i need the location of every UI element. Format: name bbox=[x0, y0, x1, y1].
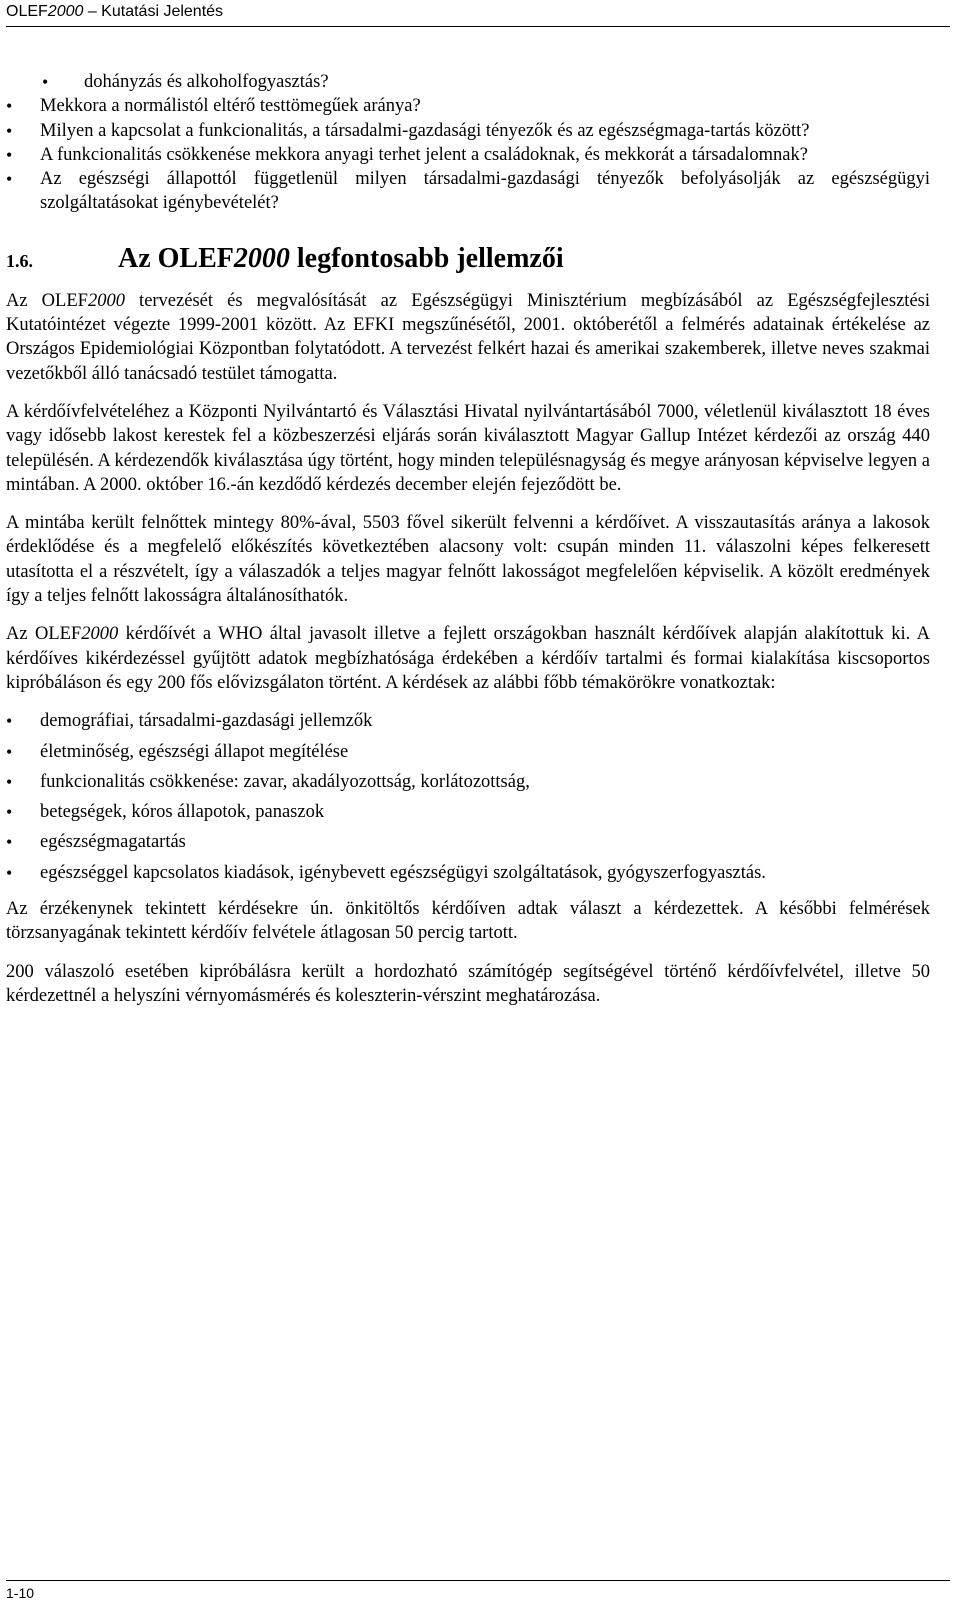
page-number: 1-10 bbox=[6, 1585, 35, 1601]
page-content bbox=[6, 70, 930, 1022]
paragraph-suffix: kérdőívét a WHO által javasolt illetve a fejlett országokban használt kérdőívek alapján alakítottuk ki. A kérdőíves kikérdezéssel gyűjtött adatok megbízhatósága érdekében a kérdőív tartalmi és formai kialakítása kiscsoportos kipróbáláson és egy 200 fős elővizsgálaton történt. A kérdések az alábbi főbb témakörökre vonatkoztak: bbox=[6, 624, 930, 693]
header-title-suffix: – Kutatási Jelentés bbox=[83, 3, 224, 20]
question-bullet-list bbox=[6, 70, 930, 216]
paragraph-response-rate: A mintába került felnőttek mintegy 80%-ával, 5503 fővel sikerült felvenni a kérdőívet. A visszautasítás aránya a lakosok érdeklődése és a megfelelő előkészítés következtében alacsony volt: csupán minden 11. válaszolni képes felkeresett utasította el a részvételt, így a válaszadók a teljes magyar felnőtt lakosságot megfelelően képviselik. A közölt eredmények így a teljes felnőtt lakosságra általánosíthatók. bbox=[6, 513, 930, 607]
list-item: • egészséggel kapcsolatos kiadások, igénybevett egészségügyi szolgáltatások, gyógyszerfogyasztás. bbox=[6, 861, 930, 885]
section-title-italic: 2000 bbox=[233, 242, 290, 274]
header-title-italic: 2000 bbox=[47, 3, 84, 20]
paragraph-sensitive-questions: Az érzékenynek tekintett kérdésekre ún. önkitöltős kérdőíven adtak választ a kérdezettek. A későbbi felmérések törzsanyagának tekintett kérdőív felvétele átlagosan 50 percig tartott. bbox=[6, 899, 930, 944]
section-title bbox=[118, 243, 564, 275]
paragraph-italic: 2000 bbox=[81, 624, 119, 645]
header-divider bbox=[6, 26, 950, 27]
header-title-prefix: OLEF bbox=[6, 3, 48, 20]
list-item: • A funkcionalitás csökkenése mekkora anyagi terhet jelent a családoknak, és mekkorát a társadalomnak? bbox=[6, 143, 930, 167]
paragraph-project-overview bbox=[6, 289, 930, 386]
section-title-prefix: Az OLEF bbox=[118, 242, 234, 274]
paragraph-prefix: Az OLEF bbox=[6, 624, 82, 645]
running-header bbox=[6, 2, 223, 22]
section-title-suffix: legfontosabb jellemzői bbox=[289, 242, 564, 274]
list-item: • dohányzás és alkoholfogyasztás? bbox=[6, 70, 930, 94]
paragraph-italic: 2000 bbox=[87, 290, 125, 311]
paragraph-questionnaire bbox=[6, 622, 930, 695]
list-item: • Milyen a kapcsolat a funkcionalitás, a társadalmi-gazdasági tényezők és az egészségmaga-tartás között? bbox=[6, 119, 930, 143]
list-item: • Mekkora a normálistól eltérő testtömegűek aránya? bbox=[6, 94, 930, 118]
list-item: • egészségmagatartás bbox=[6, 830, 930, 854]
section-number: 1.6. bbox=[6, 250, 33, 271]
section-heading bbox=[6, 243, 930, 275]
list-item: • életminőség, egészségi állapot megítélése bbox=[6, 740, 930, 764]
list-item: • demográfiai, társadalmi-gazdasági jellemzők bbox=[6, 709, 930, 733]
list-item: • funkcionalitás csökkenése: zavar, akadályozottság, korlátozottság, bbox=[6, 770, 930, 794]
list-item: • Az egészségi állapottól függetlenül milyen társadalmi-gazdasági tényezők befolyásolják az egészségügyi szolgáltatásokat igénybevételét? bbox=[6, 167, 930, 216]
topic-bullet-list bbox=[6, 709, 930, 885]
footer-divider bbox=[6, 1580, 950, 1581]
paragraph-suffix: tervezését és megvalósítását az Egészségügyi Minisztérium megbízásából az Egészségfejlesztési Kutatóintézet végezte 1999-2001 között. Az EFKI megszűnésétől, 2001. októberétől a felmérés adatainak értékelése az Országos Epidemiológiai Központban folytatódott. A tervezést felkért hazai és amerikai szakemberek, illetve neves szakmai vezetőkből álló tanácsadó testület támogatta. bbox=[6, 290, 930, 384]
paragraph-prefix: Az OLEF bbox=[6, 290, 88, 311]
paragraph-pilot-test: 200 válaszoló esetében kipróbálásra került a hordozható számítógép segítségével történő kérdőívfelvétel, illetve 50 kérdezettnél a helyszíni vérnyomásmérés és koleszterin-vérszint meghatározása. bbox=[6, 961, 930, 1006]
paragraph-sampling: A kérdőívfelvételéhez a Központi Nyilvántartó és Választási Hivatal nyilvántartásából 7000, véletlenül kiválasztott 18 éves vagy idősebb lakost kerestek fel a közbeszerzési eljárás során kiválasztott Magyar Gallup Intézet kérdezői az ország 440 településén. A kérdezendők kiválasztása úgy történt, hogy minden településnagyság és megye arányosan képviselve legyen a mintában. A 2000. október 16.-án kezdődő kérdezés december elején fejeződött be. bbox=[6, 401, 930, 495]
list-item: • betegségek, kóros állapotok, panaszok bbox=[6, 800, 930, 824]
